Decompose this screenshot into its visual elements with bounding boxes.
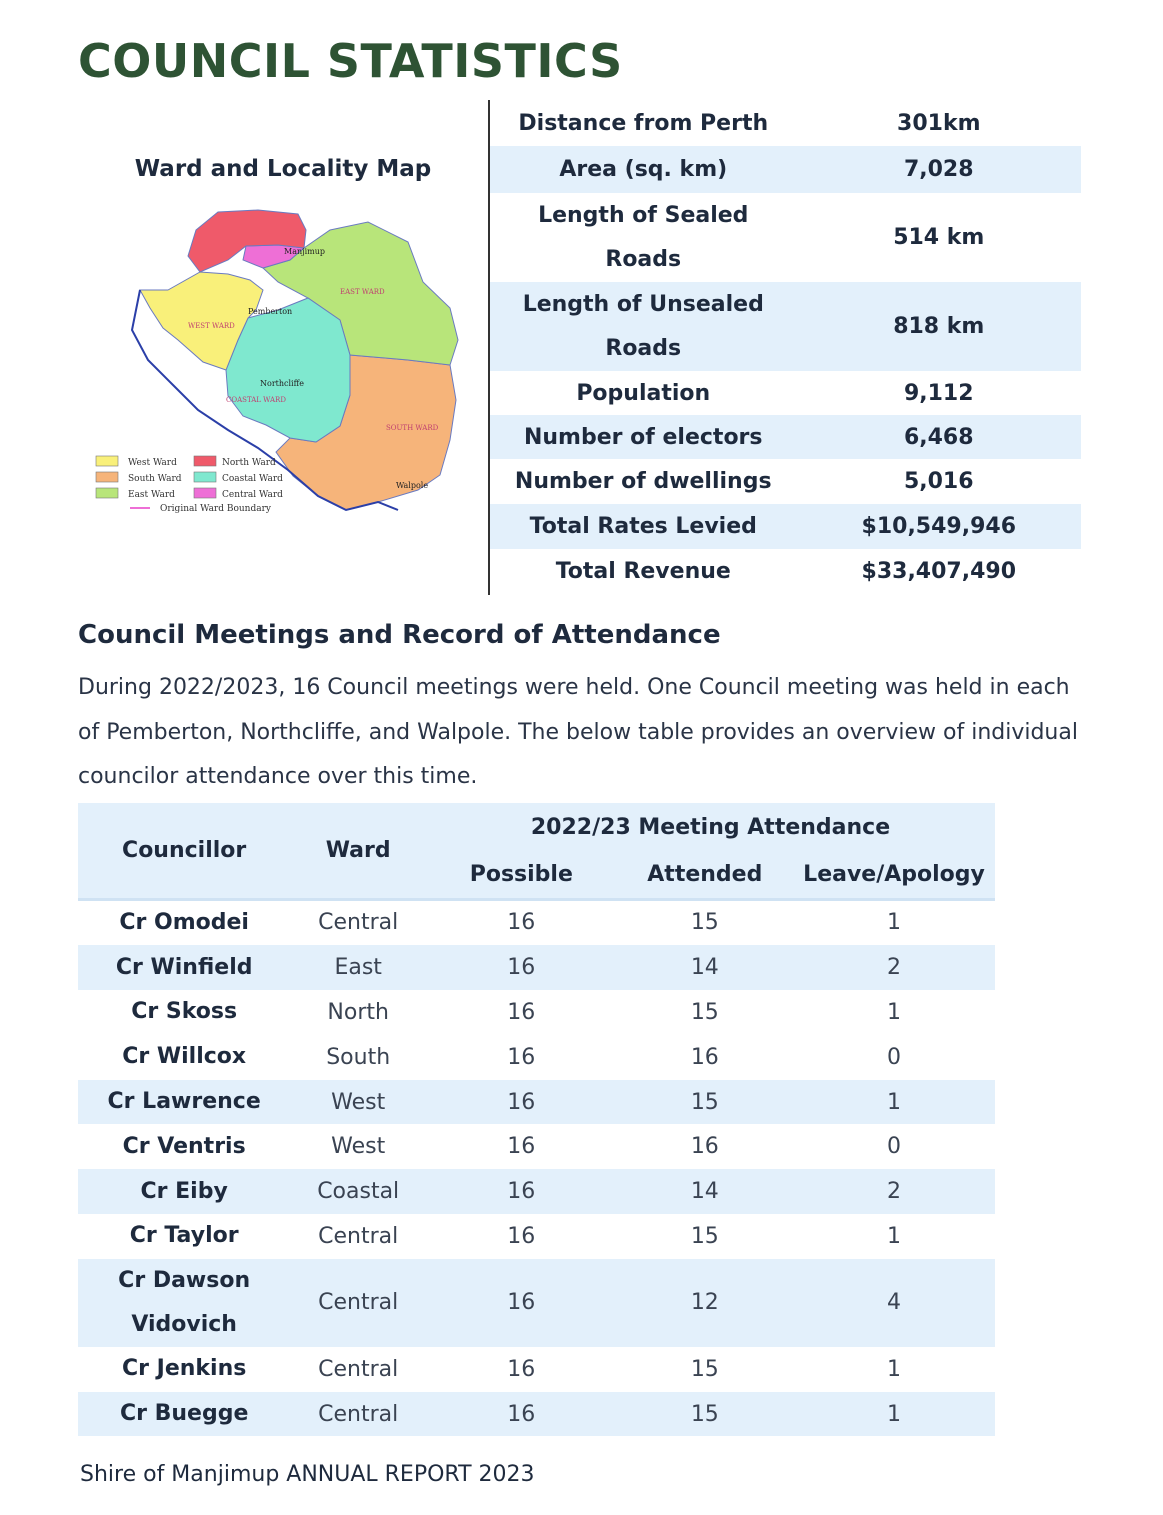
ward-locality-map: [78, 150, 488, 530]
councillor-ward: Central: [318, 1356, 399, 1382]
stats-row: [490, 371, 1081, 415]
attended-count: 15: [690, 999, 719, 1025]
councillor-ward: Central: [290, 1259, 426, 1347]
table-row: [78, 990, 995, 1035]
stat-label: Distance from Perth: [518, 110, 769, 136]
stat-value: 7,028: [797, 146, 1081, 193]
table-row: [78, 1035, 995, 1080]
leave-count: 0: [887, 1134, 902, 1160]
page-footer: Shire of Manjimup ANNUAL REPORT 2023: [80, 1462, 535, 1487]
legend-east: East Ward: [128, 490, 175, 500]
legend-south: South Ward: [128, 474, 182, 484]
leave-count: 2: [793, 945, 995, 990]
stat-value: $10,549,946: [797, 504, 1081, 549]
col-attended: Attended: [617, 851, 794, 899]
councillor-name: Cr Dawson Vidovich: [78, 1259, 290, 1347]
leave-count: 1: [887, 999, 902, 1025]
stats-row: [490, 549, 1081, 594]
col-ward: Ward: [290, 803, 426, 899]
councillor-name: Cr Ventris: [122, 1133, 246, 1159]
councillor-ward: Coastal: [290, 1169, 426, 1214]
attended-count: 16: [690, 1134, 719, 1160]
table-row: [78, 945, 995, 990]
attended-count: 15: [617, 1080, 794, 1125]
stat-value: 301km: [897, 110, 981, 136]
leave-count: 1: [793, 1392, 995, 1437]
table-row: [78, 1080, 995, 1125]
label-walpole: Walpole: [396, 481, 429, 490]
stat-label: Length of Unsealed Roads: [490, 282, 797, 371]
stat-value: 6,468: [797, 415, 1081, 459]
possible-count: 16: [507, 1223, 536, 1249]
col-group-attendance: 2022/23 Meeting Attendance: [426, 803, 995, 851]
councillor-name: Cr Jenkins: [121, 1356, 247, 1382]
possible-count: 16: [507, 1134, 536, 1160]
possible-count: 16: [426, 1080, 617, 1125]
councillor-name: Cr Winfield: [78, 945, 290, 990]
table-row: [78, 1124, 995, 1169]
councillor-ward: South: [326, 1044, 391, 1070]
councillor-name: Cr Skoss: [131, 999, 238, 1025]
possible-count: 16: [507, 1044, 536, 1070]
legend-west: West Ward: [128, 458, 177, 468]
councillor-ward: West: [331, 1134, 386, 1160]
councillor-ward: East: [290, 945, 426, 990]
attendance-table: [78, 803, 995, 1436]
attended-count: 15: [690, 1356, 719, 1382]
legend-boundary: Original Ward Boundary: [160, 504, 271, 514]
page-title: COUNCIL STATISTICS: [78, 34, 623, 88]
label-manjimup: Manjimup: [284, 247, 326, 256]
leave-count: 4: [793, 1259, 995, 1347]
possible-count: 16: [507, 910, 536, 936]
leave-count: 1: [887, 1356, 902, 1382]
possible-count: 16: [426, 1259, 617, 1347]
stat-label: Area (sq. km): [490, 146, 797, 193]
leave-count: 1: [887, 1223, 902, 1249]
col-leave: Leave/Apology: [793, 851, 995, 899]
table-row: [78, 1259, 995, 1347]
table-row: [78, 1214, 995, 1259]
councillor-name: Cr Omodei: [119, 909, 249, 935]
attended-count: 14: [617, 945, 794, 990]
col-possible: Possible: [426, 851, 617, 899]
legend-north: North Ward: [222, 458, 276, 468]
councillor-name: Cr Eiby: [78, 1169, 290, 1214]
label-east-ward: EAST WARD: [340, 288, 385, 296]
stats-table: [490, 100, 1081, 594]
councillor-ward: Central: [318, 1223, 399, 1249]
stats-row: [490, 282, 1081, 371]
section-title: Council Meetings and Record of Attendance: [78, 620, 721, 650]
label-west-ward: WEST WARD: [188, 322, 235, 330]
stat-value: 514 km: [893, 224, 985, 250]
councillor-ward: West: [290, 1080, 426, 1125]
stat-label: Number of electors: [490, 415, 797, 459]
councillor-name: Cr Taylor: [129, 1223, 239, 1249]
attended-count: 15: [617, 1392, 794, 1437]
possible-count: 16: [426, 945, 617, 990]
label-northcliffe: Northcliffe: [260, 379, 305, 388]
leave-count: 0: [887, 1044, 902, 1070]
stats-row: [490, 146, 1081, 193]
leave-count: 1: [887, 910, 902, 936]
map-image: [78, 190, 488, 530]
stats-row: [490, 504, 1081, 549]
table-row: [78, 899, 995, 945]
leave-count: 1: [793, 1080, 995, 1125]
label-coastal-ward: COASTAL WARD: [226, 396, 286, 404]
attended-count: 15: [690, 910, 719, 936]
possible-count: 16: [507, 999, 536, 1025]
stat-label: Total Rates Levied: [490, 504, 797, 549]
legend-central: Central Ward: [222, 490, 283, 500]
councillor-name: Cr Buegge: [78, 1392, 290, 1437]
table-row: [78, 1392, 995, 1437]
stat-label: Total Revenue: [555, 559, 731, 584]
councillor-ward: Central: [290, 1392, 426, 1437]
attended-count: 15: [690, 1223, 719, 1249]
possible-count: 16: [426, 1392, 617, 1437]
stats-row: [490, 459, 1081, 504]
attended-count: 12: [617, 1259, 794, 1347]
stat-label: Length of Sealed Roads: [538, 202, 749, 272]
possible-count: 16: [507, 1356, 536, 1382]
stat-value: 5,016: [903, 469, 974, 494]
label-pemberton: Pemberton: [248, 307, 293, 316]
stat-label: Population: [576, 380, 711, 406]
attended-count: 16: [690, 1044, 719, 1070]
attendance-header-row: [78, 803, 995, 851]
table-row: [78, 1347, 995, 1392]
legend-coastal: Coastal Ward: [222, 474, 283, 484]
stats-row: [490, 100, 1081, 146]
stat-value: $33,407,490: [861, 559, 1016, 584]
label-south-ward: SOUTH WARD: [386, 424, 439, 432]
stat-value: 9,112: [903, 380, 974, 406]
councillor-ward: Central: [318, 910, 399, 936]
col-councillor: Councillor: [78, 803, 290, 899]
stats-row: [490, 415, 1081, 459]
councillor-ward: North: [327, 999, 389, 1025]
map-title: Ward and Locality Map: [134, 156, 432, 182]
table-row: [78, 1169, 995, 1214]
stats-row: [490, 193, 1081, 282]
councillor-name: Cr Willcox: [122, 1044, 247, 1070]
stat-label: Number of dwellings: [514, 469, 772, 494]
councillor-name: Cr Lawrence: [78, 1080, 290, 1125]
stat-value: 818 km: [797, 282, 1081, 371]
leave-count: 2: [793, 1169, 995, 1214]
meetings-paragraph: During 2022/2023, 16 Council meetings were held. One Council meeting was held in each of Pemberton, Northcliffe, and Walpole. The below table provides an overview of individual councilor attendance over this time.: [78, 675, 1078, 789]
possible-count: 16: [426, 1169, 617, 1214]
attended-count: 14: [617, 1169, 794, 1214]
